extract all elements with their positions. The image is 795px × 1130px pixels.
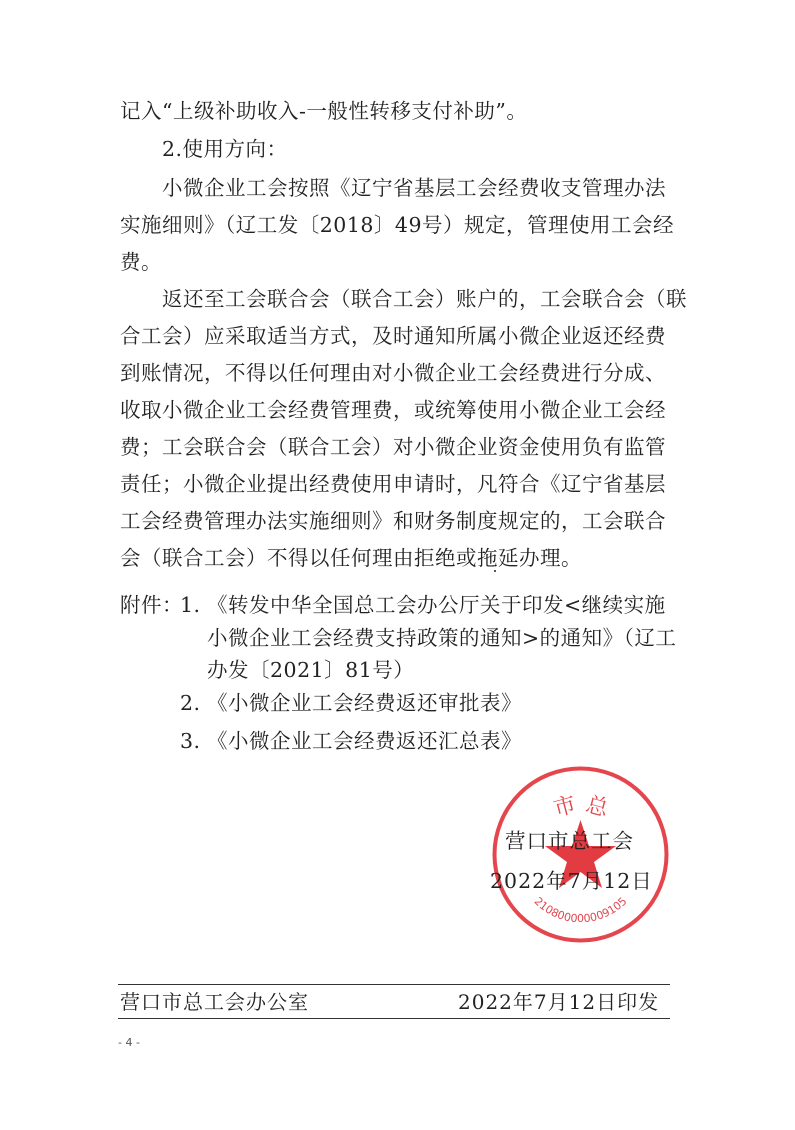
attachment-number: 3. xyxy=(180,729,201,753)
seal-top-text: 市 总 xyxy=(551,792,611,823)
body-line: 费；工会联合会（联合工会）对小微企业资金使用负有监管 xyxy=(120,435,666,459)
body-line: 责任；小微企业提出经费使用申请时，凡符合《辽宁省基层 xyxy=(120,472,666,496)
official-seal xyxy=(488,762,673,947)
body-line: 工会经费管理办法实施细则》和财务制度规定的，工会联合 xyxy=(120,509,666,533)
body-line: 返还至工会联合会（联合工会）账户的，工会联合会（联 xyxy=(162,287,687,311)
body-line: 实施细则》（辽工发〔2018〕49号）规定，管理使用工会经 xyxy=(120,213,675,237)
attachment-line: 小微企业工会经费支持政策的通知>的通知》（辽工 xyxy=(207,626,677,650)
body-line: 费。 xyxy=(120,250,162,274)
body-line: 合工会）应采取适当方式，及时通知所属小微企业返还经费 xyxy=(120,324,666,348)
stray-mark xyxy=(494,570,496,572)
issue-date: 2022年7月12日印发 xyxy=(458,990,660,1014)
body-line: 小微企业工会按照《辽宁省基层工会经费收支管理办法 xyxy=(162,176,666,200)
body-line: 会（联合工会）不得以任何理由拒绝或拖延办理。 xyxy=(120,546,582,570)
body-line: 到账情况，不得以任何理由对小微企业工会经费进行分成、 xyxy=(120,361,666,385)
footer-top-rule xyxy=(118,984,670,985)
body-line: 记入“上级补助收入-一般性转移支付补助”。 xyxy=(120,99,528,123)
attachments-label: 附件： xyxy=(120,593,183,617)
section-heading: 2.使用方向： xyxy=(162,137,288,161)
signing-date: 2022年7月12日 xyxy=(490,869,653,893)
seal-number: 210800000009105 xyxy=(531,894,630,926)
attachment-number: 1. xyxy=(180,593,201,617)
body-line: 收取小微企业工会经费管理费，或统筹使用小微企业工会经 xyxy=(120,398,666,422)
footer-bottom-rule xyxy=(118,1018,670,1019)
attachment-line: 办发〔2021〕81号） xyxy=(207,658,415,682)
attachment-number: 2. xyxy=(180,691,201,715)
attachment-line: 《小微企业工会经费返还审批表》 xyxy=(207,691,522,715)
attachment-line: 《小微企业工会经费返还汇总表》 xyxy=(207,729,522,753)
page-number: - 4 - xyxy=(118,1036,140,1049)
signing-organization: 营口市总工会 xyxy=(505,829,634,853)
issuer-office: 营口市总工会办公室 xyxy=(120,990,309,1014)
attachment-line: 《转发中华全国总工会办公厅关于印发<继续实施 xyxy=(207,593,666,617)
